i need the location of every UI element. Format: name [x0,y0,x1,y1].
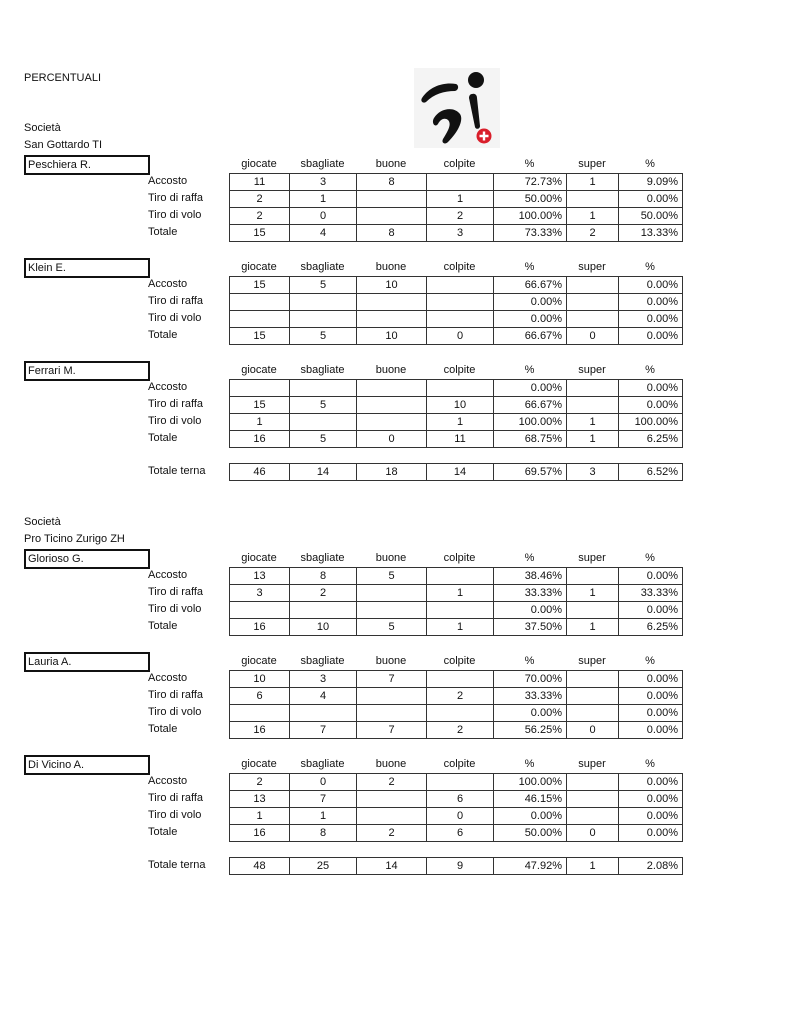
table-cell: 7 [357,722,427,739]
table-cell: 3 [567,464,619,481]
table-cell: 6.52% [619,464,683,481]
table-cell [357,311,427,328]
table-cell: 72.73% [494,174,567,191]
column-header: super [578,655,606,667]
column-header: colpite [443,364,476,376]
table-cell [290,414,357,431]
table-row [230,858,683,875]
column-header: buone [375,552,407,564]
table-cell: 38.46% [494,568,567,585]
table-cell: 11 [230,174,290,191]
player-name-box: Glorioso G. [24,549,150,569]
table-cell [567,568,619,585]
table-cell: 0.00% [619,311,683,328]
row-label: Accosto [148,672,188,684]
table-cell: 1 [290,191,357,208]
table-row [230,688,683,705]
stats-table [229,276,683,345]
table-cell [230,705,290,722]
column-header: super [578,158,606,170]
table-cell: 3 [290,174,357,191]
table-cell [567,294,619,311]
table-cell [290,311,357,328]
table-row [230,208,683,225]
column-header: % [524,364,535,376]
table-cell [357,397,427,414]
table-cell: 37.50% [494,619,567,636]
table-cell: 0 [290,208,357,225]
table-cell: 5 [357,619,427,636]
table-cell: 13 [230,791,290,808]
table-cell: 70.00% [494,671,567,688]
table-cell [230,602,290,619]
table-cell: 8 [357,225,427,242]
table-cell: 5 [290,431,357,448]
table-cell [427,311,494,328]
table-cell [230,380,290,397]
table-cell [357,791,427,808]
table-row [230,722,683,739]
table-cell [427,174,494,191]
table-cell [357,688,427,705]
table-cell: 1 [427,414,494,431]
table-row [230,397,683,414]
table-cell: 33.33% [619,585,683,602]
table-cell: 0 [357,431,427,448]
column-header: super [578,552,606,564]
stats-table [229,379,683,448]
table-cell: 11 [427,431,494,448]
table-cell: 0.00% [619,722,683,739]
table-cell [357,808,427,825]
table-cell: 0 [567,328,619,345]
column-header: % [524,655,535,667]
table-cell: 1 [290,808,357,825]
page-title: PERCENTUALI [24,72,102,84]
table-cell [427,277,494,294]
table-cell: 100.00% [494,414,567,431]
row-label: Totale [148,620,178,632]
table-cell [290,705,357,722]
table-cell: 1 [427,619,494,636]
table-cell: 8 [290,825,357,842]
table-cell: 5 [357,568,427,585]
table-cell: 0 [567,825,619,842]
table-cell [567,705,619,722]
terna-total-table [229,463,683,481]
table-cell: 46 [230,464,290,481]
column-header: buone [375,158,407,170]
table-row [230,619,683,636]
column-header: super [578,758,606,770]
table-row [230,568,683,585]
table-row [230,602,683,619]
column-header: % [645,655,655,667]
column-header: giocate [241,758,277,770]
table-cell [290,602,357,619]
table-cell: 0.00% [619,825,683,842]
table-cell: 56.25% [494,722,567,739]
table-cell [357,602,427,619]
table-cell: 66.67% [494,328,567,345]
table-row [230,191,683,208]
row-label: Tiro di raffa [148,586,204,598]
column-header: super [578,364,606,376]
society-label: Società [24,516,61,528]
row-label: Tiro di volo [148,603,202,615]
row-label: Totale [148,723,178,735]
table-cell: 3 [290,671,357,688]
table-cell: 0.00% [619,277,683,294]
column-header: sbagliate [300,655,345,667]
table-cell [567,671,619,688]
table-cell: 0 [427,328,494,345]
table-cell: 16 [230,431,290,448]
table-cell: 1 [567,414,619,431]
table-cell: 5 [290,397,357,414]
row-label: Tiro di volo [148,209,202,221]
table-row [230,671,683,688]
table-cell: 100.00% [494,208,567,225]
table-cell [567,688,619,705]
table-cell: 0.00% [619,808,683,825]
table-row [230,808,683,825]
table-cell: 50.00% [619,208,683,225]
table-cell: 46.15% [494,791,567,808]
table-cell [357,191,427,208]
row-label: Tiro di volo [148,809,202,821]
stats-table [229,173,683,242]
table-row [230,174,683,191]
table-cell: 1 [567,619,619,636]
column-header: sbagliate [300,758,345,770]
table-row [230,464,683,481]
table-cell [427,602,494,619]
table-cell: 2.08% [619,858,683,875]
table-row [230,277,683,294]
table-cell: 2 [427,688,494,705]
table-cell: 10 [427,397,494,414]
table-cell: 73.33% [494,225,567,242]
table-row [230,294,683,311]
table-cell: 0.00% [619,791,683,808]
table-cell [357,208,427,225]
table-cell: 8 [290,568,357,585]
column-header: giocate [241,655,277,667]
table-cell: 14 [427,464,494,481]
table-cell: 2 [230,208,290,225]
table-row [230,380,683,397]
table-cell [567,602,619,619]
table-cell: 1 [427,585,494,602]
table-cell [567,380,619,397]
table-cell: 10 [230,671,290,688]
row-label: Tiro di raffa [148,192,204,204]
table-cell [290,294,357,311]
row-label: Accosto [148,278,188,290]
table-cell: 0.00% [619,774,683,791]
column-header: % [645,552,655,564]
row-label: Tiro di raffa [148,792,204,804]
table-row [230,791,683,808]
table-cell: 10 [357,277,427,294]
table-cell [427,705,494,722]
column-header: giocate [241,158,277,170]
table-cell [427,774,494,791]
player-name-box: Peschiera R. [24,155,150,175]
column-header: buone [375,261,407,273]
player-name-box: Ferrari M. [24,361,150,381]
table-cell: 16 [230,722,290,739]
table-cell: 69.57% [494,464,567,481]
row-label: Tiro di raffa [148,689,204,701]
table-cell: 1 [567,208,619,225]
table-cell [427,294,494,311]
column-header: buone [375,364,407,376]
table-row [230,431,683,448]
table-cell: 15 [230,328,290,345]
row-label: Totale [148,226,178,238]
table-cell [427,671,494,688]
column-header: colpite [443,758,476,770]
table-cell: 7 [357,671,427,688]
column-header: buone [375,655,407,667]
bocce-player-logo [414,68,500,148]
column-header: giocate [241,364,277,376]
table-cell [357,380,427,397]
table-cell: 2 [567,225,619,242]
table-cell: 4 [290,688,357,705]
table-cell: 0 [427,808,494,825]
table-cell: 15 [230,397,290,414]
table-cell: 0.00% [494,294,567,311]
table-cell: 0.00% [619,705,683,722]
table-cell: 0.00% [619,671,683,688]
player-name-box: Lauria A. [24,652,150,672]
table-row [230,414,683,431]
row-label: Tiro di volo [148,706,202,718]
table-cell: 10 [290,619,357,636]
table-cell: 15 [230,225,290,242]
table-cell [567,191,619,208]
player-name-box: Di Vicino A. [24,755,150,775]
table-cell: 16 [230,825,290,842]
table-cell: 0.00% [494,380,567,397]
row-label: Accosto [148,775,188,787]
table-cell: 18 [357,464,427,481]
row-label: Totale [148,329,178,341]
column-header: colpite [443,261,476,273]
table-row [230,311,683,328]
table-cell: 3 [427,225,494,242]
table-cell: 9 [427,858,494,875]
table-cell: 68.75% [494,431,567,448]
table-cell: 2 [427,722,494,739]
table-cell: 6 [427,825,494,842]
table-cell [567,774,619,791]
table-cell: 33.33% [494,688,567,705]
table-cell: 2 [357,825,427,842]
table-cell: 7 [290,791,357,808]
table-cell: 1 [427,191,494,208]
column-header: sbagliate [300,552,345,564]
table-cell [230,294,290,311]
table-cell: 1 [567,431,619,448]
table-cell [357,414,427,431]
table-cell [357,294,427,311]
table-cell: 33.33% [494,585,567,602]
table-cell: 6 [427,791,494,808]
table-cell: 6.25% [619,431,683,448]
table-cell: 1 [230,808,290,825]
table-cell: 50.00% [494,825,567,842]
table-row [230,825,683,842]
terna-total-label: Totale terna [148,859,206,871]
table-cell: 15 [230,277,290,294]
table-cell [567,791,619,808]
column-header: % [645,364,655,376]
table-cell: 66.67% [494,277,567,294]
table-cell: 0.00% [494,311,567,328]
table-cell [427,568,494,585]
table-row [230,328,683,345]
society-label: Società [24,122,61,134]
terna-total-label: Totale terna [148,465,206,477]
table-cell [357,585,427,602]
table-cell: 2 [427,208,494,225]
row-label: Tiro di volo [148,415,202,427]
column-header: % [645,261,655,273]
table-cell: 2 [290,585,357,602]
table-cell: 1 [567,174,619,191]
terna-total-table [229,857,683,875]
table-cell: 0.00% [619,380,683,397]
table-cell: 0.00% [619,294,683,311]
column-header: sbagliate [300,261,345,273]
table-cell: 16 [230,619,290,636]
table-cell: 2 [357,774,427,791]
table-cell: 13 [230,568,290,585]
column-header: giocate [241,552,277,564]
column-header: giocate [241,261,277,273]
table-cell: 8 [357,174,427,191]
table-cell: 66.67% [494,397,567,414]
table-cell [427,380,494,397]
table-cell: 100.00% [619,414,683,431]
table-cell: 10 [357,328,427,345]
stats-table [229,773,683,842]
table-cell: 100.00% [494,774,567,791]
table-cell: 50.00% [494,191,567,208]
table-cell: 0.00% [494,808,567,825]
table-cell: 0.00% [619,328,683,345]
row-label: Accosto [148,175,188,187]
row-label: Accosto [148,381,188,393]
column-header: % [645,158,655,170]
table-cell [567,311,619,328]
column-header: % [524,158,535,170]
table-cell [567,397,619,414]
stats-table [229,567,683,636]
column-header: % [524,552,535,564]
stats-table [229,670,683,739]
table-cell: 4 [290,225,357,242]
table-cell: 0.00% [619,602,683,619]
row-label: Tiro di volo [148,312,202,324]
row-label: Accosto [148,569,188,581]
table-cell: 14 [357,858,427,875]
column-header: colpite [443,655,476,667]
table-row [230,225,683,242]
table-cell: 2 [230,774,290,791]
column-header: % [524,758,535,770]
table-cell: 0.00% [494,705,567,722]
table-cell: 9.09% [619,174,683,191]
table-cell: 1 [230,414,290,431]
table-cell: 25 [290,858,357,875]
table-cell: 0.00% [619,397,683,414]
column-header: sbagliate [300,158,345,170]
column-header: super [578,261,606,273]
table-row [230,585,683,602]
table-cell: 1 [567,585,619,602]
table-cell: 6.25% [619,619,683,636]
column-header: buone [375,758,407,770]
row-label: Tiro di raffa [148,398,204,410]
table-cell: 14 [290,464,357,481]
table-cell: 7 [290,722,357,739]
table-cell: 0 [567,722,619,739]
row-label: Totale [148,432,178,444]
row-label: Totale [148,826,178,838]
bocce-player-icon [414,68,500,148]
table-cell: 2 [230,191,290,208]
column-header: colpite [443,158,476,170]
table-cell [230,311,290,328]
table-cell: 13.33% [619,225,683,242]
column-header: % [524,261,535,273]
table-cell: 5 [290,277,357,294]
column-header: sbagliate [300,364,345,376]
table-cell: 6 [230,688,290,705]
player-name-box: Klein E. [24,258,150,278]
table-cell: 0.00% [494,602,567,619]
column-header: % [645,758,655,770]
column-header: colpite [443,552,476,564]
table-cell [567,277,619,294]
table-row [230,774,683,791]
society-name: Pro Ticino Zurigo ZH [24,533,125,545]
table-cell [290,380,357,397]
table-cell: 3 [230,585,290,602]
table-cell: 0 [290,774,357,791]
row-label: Tiro di raffa [148,295,204,307]
society-name: San Gottardo TI [24,139,103,151]
table-row [230,705,683,722]
table-cell: 0.00% [619,191,683,208]
table-cell: 48 [230,858,290,875]
table-cell: 5 [290,328,357,345]
table-cell: 0.00% [619,568,683,585]
table-cell: 0.00% [619,688,683,705]
table-cell [567,808,619,825]
table-cell: 47.92% [494,858,567,875]
table-cell [357,705,427,722]
table-cell: 1 [567,858,619,875]
